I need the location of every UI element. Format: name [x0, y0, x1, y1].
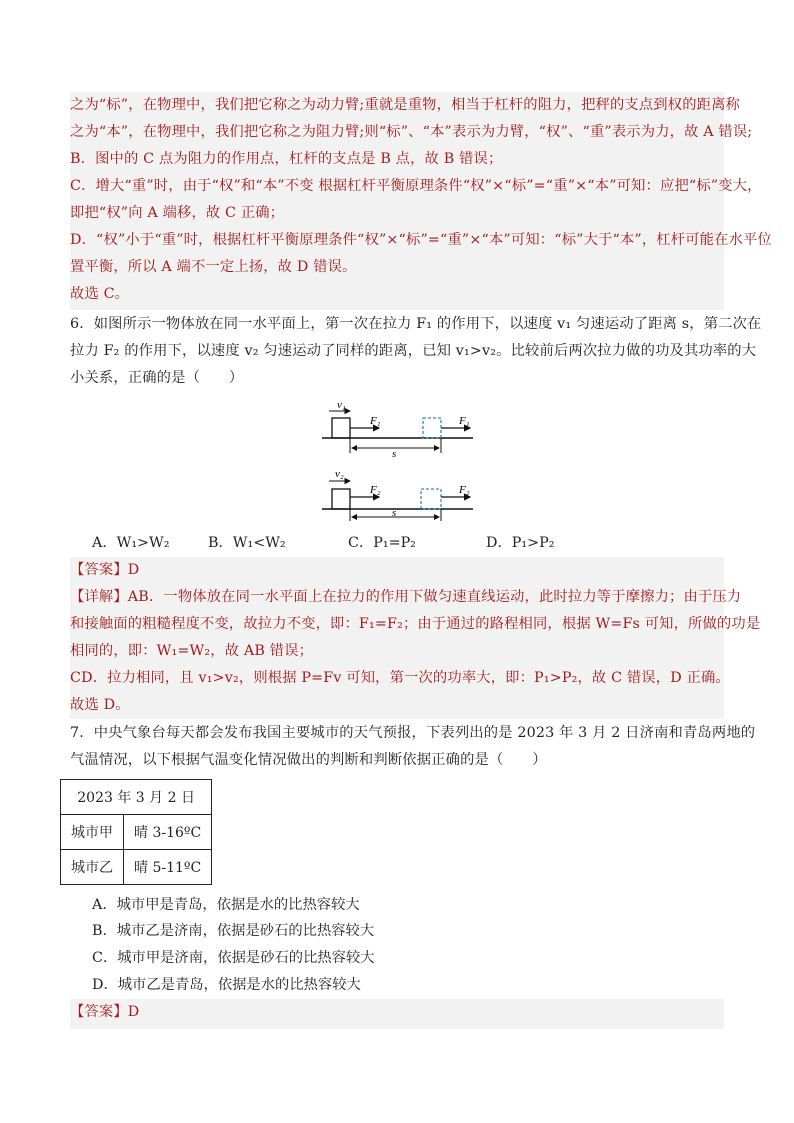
option-a: A．城市甲是青岛，依据是水的比热容较大 — [92, 897, 360, 913]
answer-background — [70, 999, 724, 1029]
option-d: D．P₁>P₂ — [486, 535, 555, 551]
answer-value: D — [127, 1004, 140, 1020]
block-end-dashed — [421, 489, 441, 509]
answer-line — [70, 557, 139, 583]
detail-line: 相同的，即：W₁=W₂，故 AB 错误； — [70, 643, 314, 659]
explanation-line: 故选 C。 — [70, 286, 130, 302]
table-header: 2023 年 3 月 2 日 — [61, 780, 212, 815]
weather-table — [60, 779, 212, 885]
question-7-stem-line: 气温情况，以下根据气温变化情况做出的判断和判断依据正确的是（ ） — [70, 752, 547, 768]
explanation-line: C．增大“重”时，由于“权”和“本”不变 根据杠杆平衡原理条件“权”×“标”=“重”×“本”可知：应把“标”变大， — [70, 178, 762, 194]
explanation-line: B．图中的 C 点为阻力的作用点，杠杆的支点是 B 点，故 B 错误； — [70, 151, 503, 167]
question-6-stem-line: 拉力 F₂ 的作用下，以速度 v₂ 匀速运动了同样的距离，已知 v₁>v₂。比较前后两次拉力做的功及其功率的大 — [70, 343, 757, 359]
option-a: A．W₁>W₂ — [92, 535, 170, 551]
figure-second-case — [322, 468, 473, 521]
table-row — [61, 815, 212, 850]
f2-label: F₂ — [459, 484, 470, 496]
question-6-figure — [315, 393, 485, 523]
v2-label: v₂ — [335, 468, 344, 480]
v1-label: v₁ — [337, 399, 346, 411]
f2-label: F₂ — [370, 484, 381, 496]
weather-cell: 晴 3-16ºC — [124, 815, 212, 850]
option-c: C．P₁=P₂ — [348, 535, 416, 551]
answer-tag: 【答案】 — [70, 562, 128, 578]
block-end-dashed — [423, 418, 441, 438]
city-cell: 城市甲 — [61, 815, 124, 850]
figure-first-case — [322, 399, 473, 460]
question-6-stem-line: 小关系，正确的是（ ） — [70, 370, 244, 386]
s-label: s — [392, 448, 397, 460]
explanation-line: 置平衡，所以 A 端不一定上扬，故 D 错误。 — [70, 259, 357, 275]
answer-value: D — [127, 562, 140, 578]
f1-label: F₁ — [459, 415, 470, 427]
detail-line: 故选 D。 — [70, 697, 130, 713]
detail-text: AB．一物体放在同一水平面上在拉力的作用下做匀速直线运动，此时拉力等于摩擦力；由于压力 — [127, 589, 742, 605]
question-7-stem-line: 7．中央气象台每天都会发布我国主要城市的天气预报，下表列出的是 2023 年 3 月 2 日济南和青岛两地的 — [70, 725, 756, 741]
explanation-line: 之为“本”，在物理中，我们把它称之为阻力臂;则“标”、“本”表示为力臂，“权”、“重”表示为力，故 A 错误; — [70, 124, 753, 140]
block-start — [332, 418, 350, 438]
answer-tag: 【答案】 — [70, 1004, 128, 1020]
detail-line: CD．拉力相同，且 v₁>v₂，则根据 P=Fv 可知，第一次的功率大，即：P₁>P₂，故 C 错误，D 正确。 — [70, 670, 730, 686]
option-b: B．W₁<W₂ — [208, 535, 286, 551]
detail-line — [70, 584, 741, 610]
explanation-line: D．“权”小于“重”时，根据杠杆平衡原理条件“权”×“标”=“重”×“本”可知：“标”大于“本”，杠杆可能在水平位 — [70, 232, 772, 248]
s-label: s — [392, 507, 397, 519]
explanation-line: 即把“权”向 A 端移，故 C 正确； — [70, 205, 285, 221]
f1-label: F₁ — [370, 415, 381, 427]
explanation-line: 之为“标”，在物理中，我们把它称之为动力臂;重就是重物，相当于杠杆的阻力，把秤的支点到权的距离称 — [70, 97, 740, 113]
detail-line: 和接触面的粗糙程度不变，故拉力不变，即：F₁=F₂；由于通过的路程相同，根据 W=Fs 可知，所做的功是 — [70, 616, 761, 632]
city-cell: 城市乙 — [61, 850, 124, 885]
question-6-stem-line: 6．如图所示一物体放在同一水平面上，第一次在拉力 F₁ 的作用下，以速度 v₁ 匀速运动了距离 s，第二次在 — [70, 316, 762, 332]
table-row — [61, 850, 212, 885]
answer-line — [70, 999, 139, 1025]
option-b: B．城市乙是济南，依据是砂石的比热容较大 — [92, 923, 375, 939]
detail-tag: 【详解】 — [70, 589, 128, 605]
weather-cell: 晴 5-11ºC — [124, 850, 212, 885]
option-d: D．城市乙是青岛，依据是水的比热容较大 — [92, 977, 361, 993]
option-c: C．城市甲是济南，依据是砂石的比热容较大 — [92, 950, 375, 966]
block-start — [332, 489, 350, 509]
